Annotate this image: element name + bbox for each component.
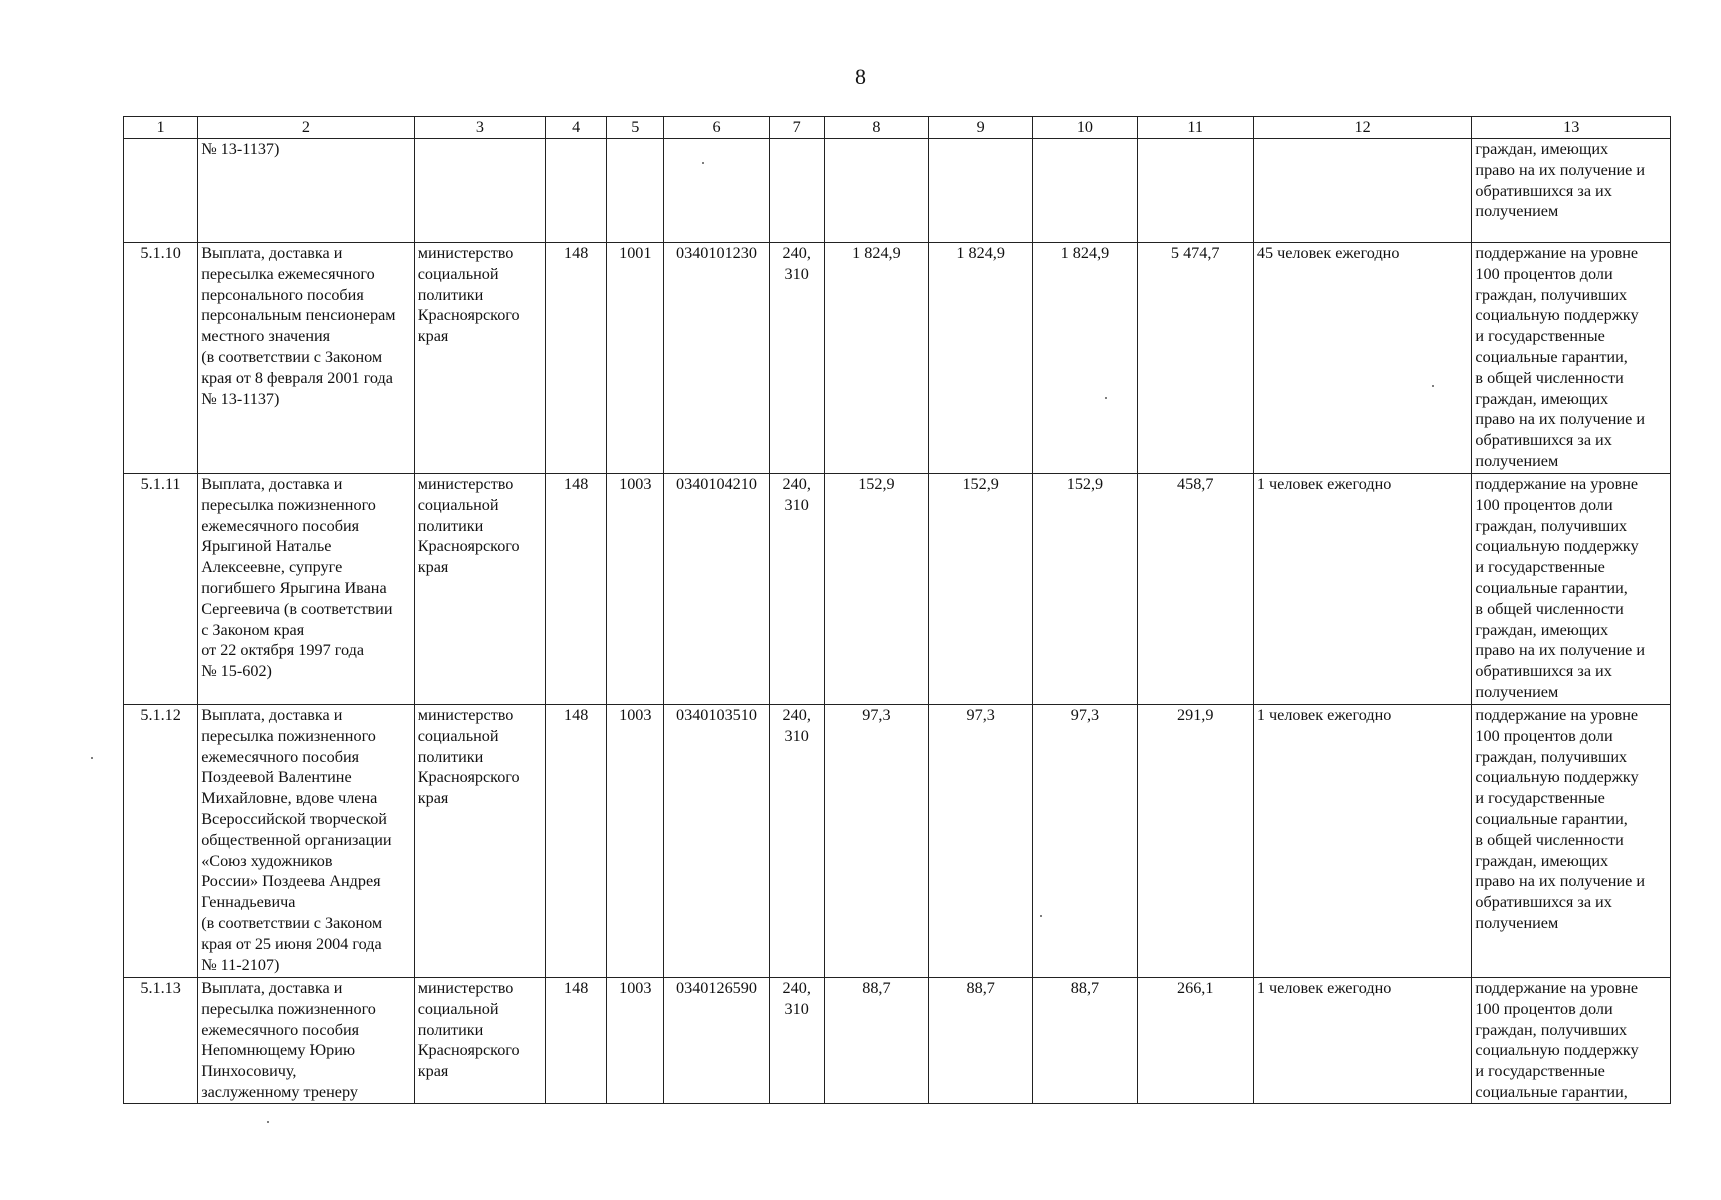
cell-section-code: 1003: [607, 474, 664, 705]
column-header: 9: [929, 117, 1033, 139]
cell-year-1: [824, 139, 928, 243]
cell-item-number: 5.1.10: [124, 243, 198, 474]
scan-speck: [1105, 397, 1107, 399]
cell-expected-result: 1 человек ежегодно: [1253, 474, 1472, 705]
table-row: [124, 139, 1671, 243]
column-header: 6: [664, 117, 769, 139]
cell-measure-description: Выплата, доставка и пересылка пожизненного ежемесячного пособия Непомнющему Юрию Пинхосовичу, заслуженному тренеру: [198, 978, 415, 1104]
cell-total: 266,1: [1137, 978, 1253, 1104]
column-number-row: [124, 117, 1671, 139]
cell-year-2: 1 824,9: [929, 243, 1033, 474]
cell-section-code: 1003: [607, 978, 664, 1104]
cell-target-code: [664, 139, 769, 243]
column-header: 8: [824, 117, 928, 139]
scan-speck: [702, 162, 704, 164]
cell-administrator: [414, 139, 545, 243]
cell-year-2: [929, 139, 1033, 243]
cell-year-3: 152,9: [1033, 474, 1137, 705]
cell-administrator: министерство социальной политики Красноярского края: [414, 705, 545, 978]
cell-year-2: 88,7: [929, 978, 1033, 1104]
cell-year-3: 1 824,9: [1033, 243, 1137, 474]
cell-indicator: граждан, имеющих право на их получение и обратившихся за их получением: [1472, 139, 1671, 243]
cell-total: 5 474,7: [1137, 243, 1253, 474]
cell-item-number: 5.1.11: [124, 474, 198, 705]
cell-expense-type: 240, 310: [769, 243, 824, 474]
cell-expected-result: 1 человек ежегодно: [1253, 705, 1472, 978]
scan-speck: [1040, 915, 1042, 917]
cell-year-3: [1033, 139, 1137, 243]
cell-year-2: 97,3: [929, 705, 1033, 978]
column-header: 13: [1472, 117, 1671, 139]
column-header: 7: [769, 117, 824, 139]
cell-year-1: 152,9: [824, 474, 928, 705]
cell-expected-result: [1253, 139, 1472, 243]
column-header: 1: [124, 117, 198, 139]
cell-grbs-code: [546, 139, 607, 243]
cell-year-3: 97,3: [1033, 705, 1137, 978]
cell-total: 458,7: [1137, 474, 1253, 705]
cell-item-number: 5.1.13: [124, 978, 198, 1104]
cell-target-code: 0340101230: [664, 243, 769, 474]
cell-item-number: 5.1.12: [124, 705, 198, 978]
scan-speck: [91, 757, 93, 759]
column-header: 4: [546, 117, 607, 139]
cell-measure-description: Выплата, доставка и пересылка пожизненного ежемесячного пособия Ярыгиной Наталье Алексеевне, супруге погибшего Ярыгина Ивана Сергеевича (в соответствии с Законом края от 22 октября 1997 года № 15-602): [198, 474, 415, 705]
column-header: 11: [1137, 117, 1253, 139]
budget-table: [123, 116, 1671, 1104]
table-row: [124, 978, 1671, 1104]
cell-administrator: министерство социальной политики Красноярского края: [414, 474, 545, 705]
cell-expense-type: [769, 139, 824, 243]
table-row: [124, 705, 1671, 978]
table-row: [124, 474, 1671, 705]
cell-expected-result: 45 человек ежегодно: [1253, 243, 1472, 474]
cell-indicator: поддержание на уровне 100 процентов доли граждан, получивших социальную поддержку и государственные социальные гарантии, в общей численности граждан, имеющих право на их получение и обратившихся за их получением: [1472, 474, 1671, 705]
cell-target-code: 0340103510: [664, 705, 769, 978]
column-header: 3: [414, 117, 545, 139]
cell-indicator: поддержание на уровне 100 процентов доли граждан, получивших социальную поддержку и государственные социальные гарантии, в общей численности граждан, имеющих право на их получение и обратившихся за их получением: [1472, 243, 1671, 474]
page-number: 8: [855, 64, 866, 89]
cell-indicator: поддержание на уровне 100 процентов доли граждан, получивших социальную поддержку и государственные социальные гарантии, в общей численности граждан, имеющих право на их получение и обратившихся за их получением: [1472, 705, 1671, 978]
cell-grbs-code: 148: [546, 243, 607, 474]
cell-measure-description: Выплата, доставка и пересылка пожизненного ежемесячного пособия Поздеевой Валентине Михайловне, вдове члена Всероссийской творческой общественной организации «Союз художников России» Поздеева Андрея Геннадьевича (в соответствии с Законом края от 25 июня 2004 года № 11-2107): [198, 705, 415, 978]
column-header: 2: [198, 117, 415, 139]
cell-administrator: министерство социальной политики Красноярского края: [414, 978, 545, 1104]
cell-target-code: 0340126590: [664, 978, 769, 1104]
cell-item-number: [124, 139, 198, 243]
table-row: [124, 243, 1671, 474]
column-header: 12: [1253, 117, 1472, 139]
scan-speck: [267, 1121, 269, 1123]
cell-expense-type: 240, 310: [769, 474, 824, 705]
column-header: 5: [607, 117, 664, 139]
cell-target-code: 0340104210: [664, 474, 769, 705]
cell-section-code: 1003: [607, 705, 664, 978]
cell-total: 291,9: [1137, 705, 1253, 978]
cell-year-2: 152,9: [929, 474, 1033, 705]
cell-year-1: 97,3: [824, 705, 928, 978]
cell-indicator: поддержание на уровне 100 процентов доли граждан, получивших социальную поддержку и государственные социальные гарантии,: [1472, 978, 1671, 1104]
scan-speck: [1432, 385, 1434, 387]
cell-grbs-code: 148: [546, 705, 607, 978]
cell-year-1: 1 824,9: [824, 243, 928, 474]
cell-grbs-code: 148: [546, 474, 607, 705]
column-header: 10: [1033, 117, 1137, 139]
cell-section-code: 1001: [607, 243, 664, 474]
cell-expense-type: 240, 310: [769, 978, 824, 1104]
cell-section-code: [607, 139, 664, 243]
cell-grbs-code: 148: [546, 978, 607, 1104]
cell-measure-description: № 13-1137): [198, 139, 415, 243]
cell-measure-description: Выплата, доставка и пересылка ежемесячного персонального пособия персональным пенсионерам местного значения (в соответствии с Законом края от 8 февраля 2001 года № 13-1137): [198, 243, 415, 474]
cell-total: [1137, 139, 1253, 243]
cell-expected-result: 1 человек ежегодно: [1253, 978, 1472, 1104]
cell-year-1: 88,7: [824, 978, 928, 1104]
cell-year-3: 88,7: [1033, 978, 1137, 1104]
cell-administrator: министерство социальной политики Красноярского края: [414, 243, 545, 474]
cell-expense-type: 240, 310: [769, 705, 824, 978]
